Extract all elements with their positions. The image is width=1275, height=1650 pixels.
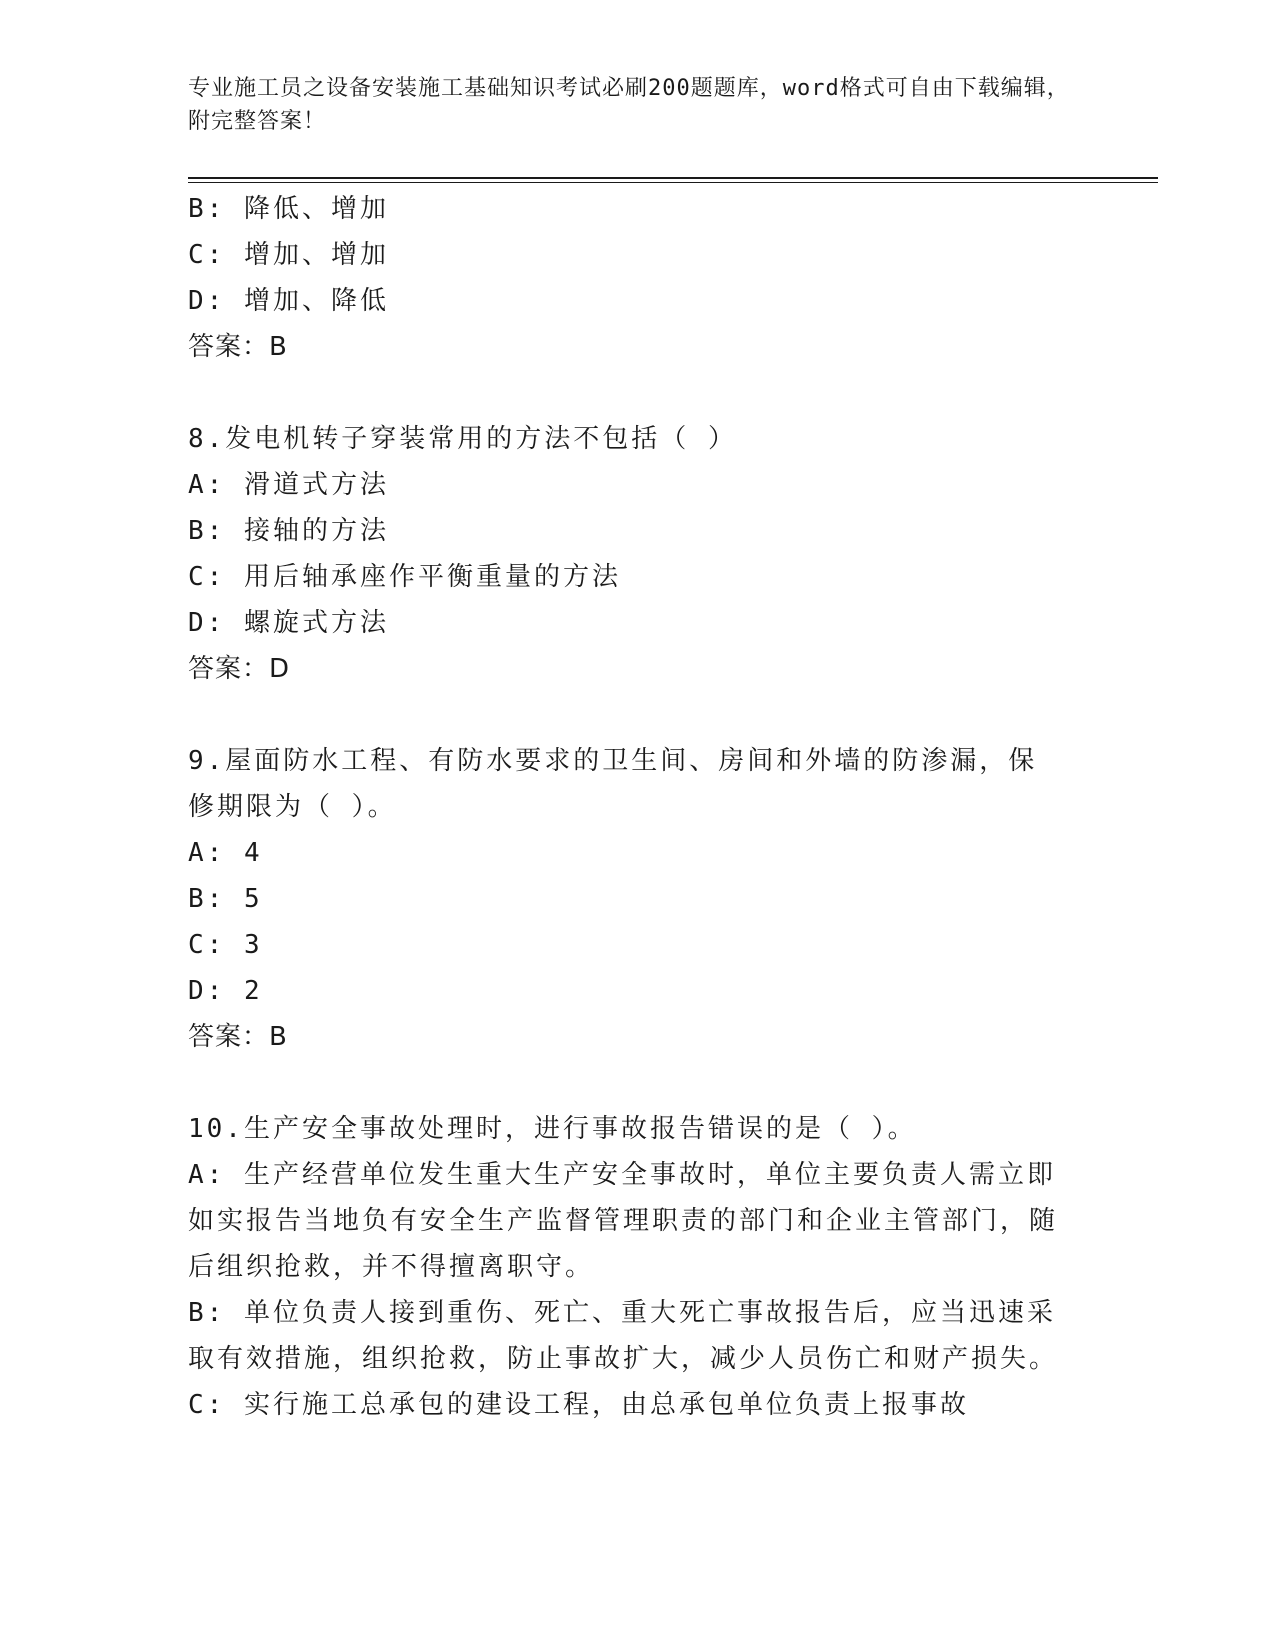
option-c: C: 增加、增加 (188, 240, 389, 270)
question-8 (188, 416, 1088, 692)
spacer (188, 370, 1088, 416)
spacer (188, 1060, 1088, 1106)
question-stem: 10.生产安全事故处理时，进行事故报告错误的是（ ）。 (188, 1114, 917, 1144)
question-10 (188, 1106, 1088, 1428)
option-d: D: 2 (188, 976, 263, 1006)
option-b: B: 单位负责人接到重伤、死亡、重大死亡事故报告后，应当迅速采取有效措施，组织抢救，防止事故扩大，减少人员伤亡和财产损失。 (188, 1298, 1059, 1374)
option-c: C: 实行施工总承包的建设工程，由总承包单位负责上报事故 (188, 1390, 969, 1420)
header-title: 专业施工员之设备安装施工基础知识考试必刷200题题库，word格式可自由下载编辑，附完整答案！ (188, 76, 1070, 134)
spacer (188, 692, 1088, 738)
question-stem: 8.发电机转子穿装常用的方法不包括（ ） (188, 424, 737, 454)
option-a: A: 滑道式方法 (188, 470, 389, 500)
option-d: D: 增加、降低 (188, 286, 389, 316)
option-c: C: 3 (188, 930, 263, 960)
option-b: B: 5 (188, 884, 263, 914)
option-a: A: 4 (188, 838, 263, 868)
question-stem: 9.屋面防水工程、有防水要求的卫生间、房间和外墙的防渗漏，保修期限为（ ）。 (188, 746, 1038, 822)
document-header (188, 72, 1088, 138)
question-9 (188, 738, 1088, 1060)
option-a: A: 生产经营单位发生重大生产安全事故时，单位主要负责人需立即如实报告当地负有安全生产监督管理职责的部门和企业主管部门，随后组织抢救，并不得擅离职守。 (188, 1160, 1059, 1282)
header-divider-thin (188, 182, 1158, 183)
answer-line: 答案：B (188, 1022, 288, 1052)
option-d: D: 螺旋式方法 (188, 608, 389, 638)
answer-line: 答案：B (188, 332, 288, 362)
question-content (188, 186, 1088, 1428)
option-c: C: 用后轴承座作平衡重量的方法 (188, 562, 621, 592)
question-7-fragment (188, 186, 1088, 370)
option-b: B: 降低、增加 (188, 194, 389, 224)
header-divider-thick (188, 177, 1158, 179)
answer-line: 答案：D (188, 654, 291, 684)
option-b: B: 接轴的方法 (188, 516, 389, 546)
